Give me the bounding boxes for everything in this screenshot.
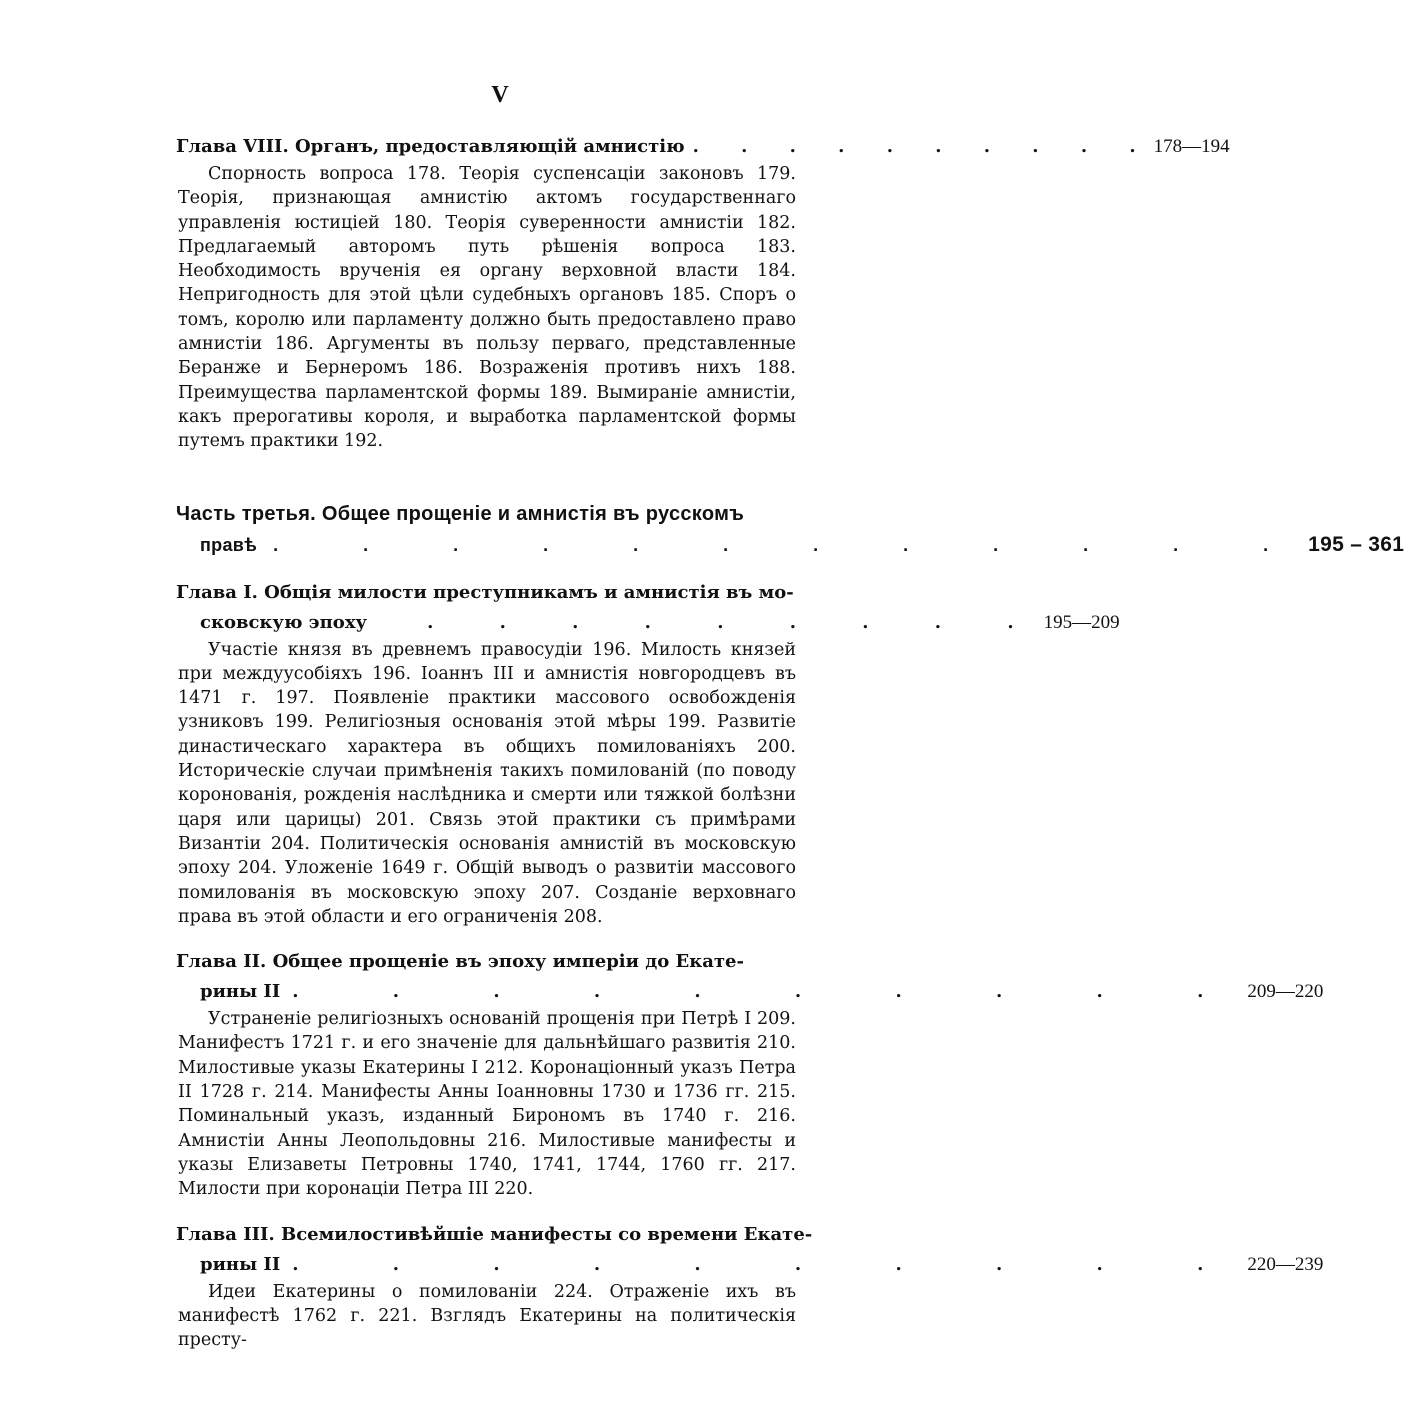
chapter-title: Глава VIII. Органъ, предоставляющій амнистію — [176, 136, 685, 157]
toc-heading — [176, 608, 1120, 638]
toc-entry-part-3 — [176, 498, 1404, 560]
page-range: 195—209 — [1043, 611, 1120, 633]
chapter-summary: Идеи Екатерины о помилованіи 224. Отраженіе ихъ въ манифестѣ 1762 г. 221. Взглядъ Екатерины на политическія престу- — [178, 1281, 796, 1351]
toc-heading — [176, 977, 1324, 1007]
chapter-summary: Спорность вопроса 178. Теорія суспенсаціи законовъ 179. Теорія, признающая амнистію актомъ государственнаго управленія юстиціей 180. Теорія суверенности амнистіи 182. Предлагаемый авторомъ путь рѣшенія вопроса 183. Необходимость врученія ея органу верховной власти 184. Непригодность для этой цѣли судебныхъ органовъ 185. Споръ о томъ, королю или парламенту должно быть предоставлено право амнистіи 186. Аргументы въ пользу перваго, представленные Беранже и Бернеромъ 186. Возраженія противъ нихъ 188. Преимущества парламентской формы 189. Вымираніе амнистіи, какъ прерогативы короля, и выработка парламентской формы путемъ практики 192. — [178, 164, 796, 452]
toc-heading — [176, 578, 884, 608]
page-range: 220—239 — [1247, 1253, 1324, 1275]
part-title: Часть третья. Общее прощеніе и амнистія въ русскомъ — [176, 502, 745, 525]
toc-entry-chapter-8 — [176, 132, 1230, 454]
page-number: V — [491, 82, 509, 108]
toc-heading — [176, 1250, 1324, 1280]
toc-heading — [176, 947, 884, 977]
page-range: 209—220 — [1247, 981, 1324, 1003]
toc-heading — [176, 530, 1404, 560]
chapter-title-continued: рины II — [200, 981, 281, 1003]
chapter-summary: Устраненіе религіозныхъ основаній прощенія при Петрѣ I 209. Манифестъ 1721 г. и его значеніе для дальнѣйшаго развитія 210. Милостивые указы Екатерины I 212. Коронаціонный указъ Петра II 1728 г. 214. Манифесты Анны Іоанновны 1730 и 1736 гг. 215. Поминальный указъ, изданный Бирономъ въ 1740 г. 216. Амнистіи Анны Леопольдовны 216. Милостивые манифесты и указы Елизаветы Петровны 1740, 1741, 1744, 1760 гг. 217. Милости при коронаціи Петра III 220. — [178, 1009, 796, 1200]
dot-leader: . . . . . . . . . . — [292, 1253, 1248, 1275]
chapter-title-continued: сковскую эпоху — [200, 611, 368, 633]
toc-entry-chapter-2 — [176, 947, 1324, 1201]
table-of-contents — [176, 132, 1404, 1352]
dot-leader: . . . . . . . . . . — [292, 981, 1248, 1003]
chapter-summary: Участіе князя въ древнемъ правосудіи 196. Милость князей при междуусобіяхъ 196. Іоаннъ III и амнистія новгородцевъ въ 1471 г. 197. Появленіе практики массового освобожденія узниковъ 199. Религіозныя основанія этой мѣры 199. Развитіе династическаго характера въ общихъ помилованіяхъ 200. Историческіе случаи примѣненія такихъ помилованій (по поводу коронованія, рожденія наслѣдника и смерти или тяжкой болѣзни царя или царицы) 201. Связь этой практики съ примѣрами Византіи 204. Политическія основанія амнистій въ московскую эпоху 204. Уложеніе 1649 г. Общій выводъ о развитіи массового помилованія въ московскую эпоху 207. Созданіе верховнаго права въ этой области и его ограниченія 208. — [178, 639, 796, 927]
chapter-title: Глава I. Общія милости преступникамъ и амнистія въ мо- — [176, 581, 794, 603]
part-title-continued: правѣ — [200, 534, 258, 555]
dot-leader: . . . . . . . . . . — [692, 136, 1154, 157]
page-range: 195 – 361 — [1308, 532, 1404, 556]
toc-entry-chapter-3 — [176, 1220, 1324, 1353]
page-range: 178—194 — [1153, 136, 1230, 157]
chapter-title-continued: рины II — [200, 1253, 281, 1275]
dot-leader: . . . . . . . . . . . . — [273, 534, 1309, 555]
chapter-title: Глава III. Всемилостивѣйшіе манифесты со времени Екате- — [176, 1223, 813, 1245]
toc-entry-chapter-1 — [176, 578, 1120, 930]
toc-heading — [176, 132, 1230, 162]
chapter-title: Глава II. Общее прощеніе въ эпоху имперіи до Екате- — [176, 951, 744, 973]
dot-leader: . . . . . . . . . — [427, 611, 1044, 633]
toc-heading — [176, 1220, 884, 1250]
